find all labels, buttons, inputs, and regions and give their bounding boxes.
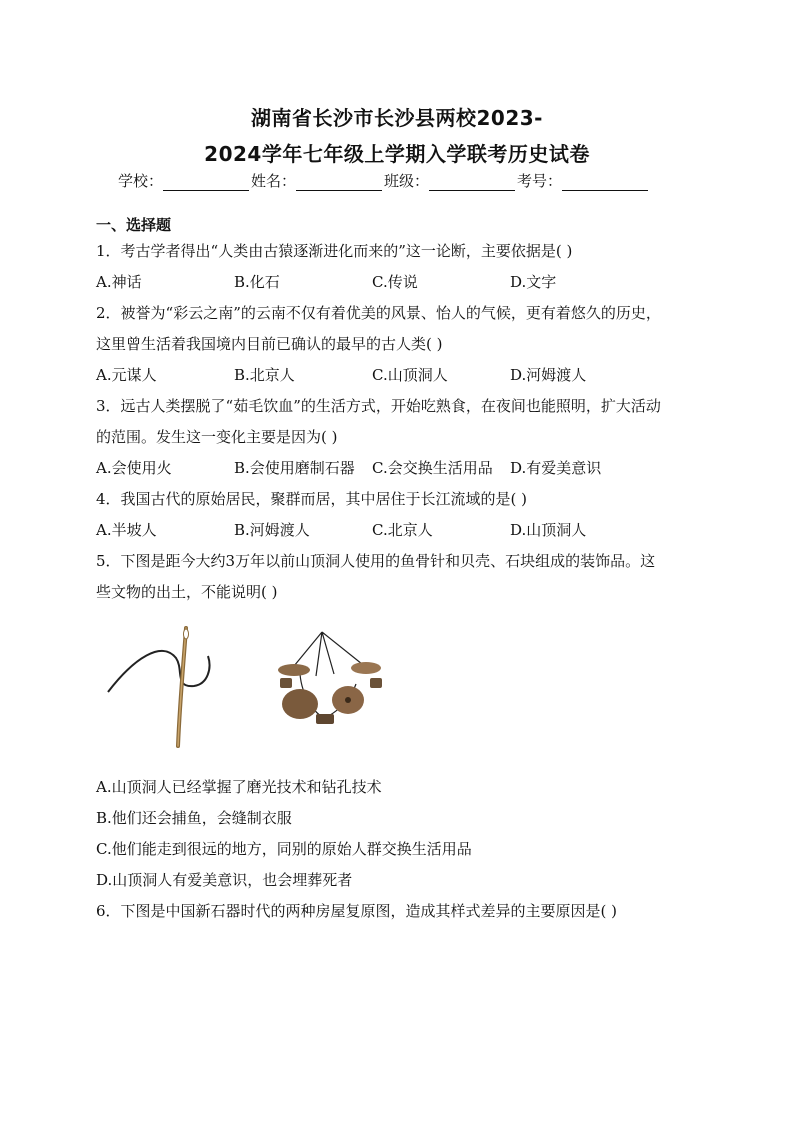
- name-blank: [296, 174, 382, 191]
- q6-text: 6．下图是中国新石器时代的两种房屋复原图，造成其样式差异的主要原因是( ): [96, 902, 618, 920]
- q3-option-d: D.有爱美意识: [510, 459, 602, 477]
- q1-option-c: C.传说: [372, 273, 418, 291]
- q3-option-b: B.会使用磨制石器: [234, 459, 355, 477]
- number-label: 考号：: [517, 172, 563, 190]
- q5-option-a: A.山顶洞人已经掌握了磨光技术和钻孔技术: [96, 778, 382, 796]
- q5-option-d: D.山顶洞人有爱美意识，也会埋葬死者: [96, 871, 353, 889]
- number-blank: [562, 174, 648, 191]
- q2-option-d: D.河姆渡人: [510, 366, 587, 384]
- q5-option-c: C.他们能走到很远的地方，同别的原始人群交换生活用品: [96, 840, 472, 858]
- q3-option-a: A.会使用火: [96, 459, 172, 477]
- q5-option-b: B.他们还会捕鱼，会缝制衣服: [96, 809, 292, 827]
- q5-text-line1: 5．下图是距今大约3万年以前山顶洞人使用的鱼骨针和贝壳、石块组成的装饰品。这: [96, 552, 656, 570]
- q2-option-b: B.北京人: [234, 366, 295, 384]
- q2-text-line2: 这里曾生活着我国境内目前已确认的最早的古人类( ): [96, 335, 443, 353]
- student-info-row: [118, 170, 678, 191]
- name-label: 姓名：: [251, 172, 297, 190]
- bone-needle-image: [108, 628, 209, 746]
- class-label: 班级：: [384, 172, 430, 190]
- exam-title-line1: 湖南省长沙市长沙县两校2023-: [251, 106, 543, 130]
- q2-text-line1: 2．被誉为“彩云之南”的云南不仅有着优美的风景、怡人的气候，更有着悠久的历史，: [96, 304, 661, 322]
- artifact-figure: [104, 618, 404, 758]
- q2-option-a: A.元谋人: [96, 366, 157, 384]
- q2-option-c: C.山顶洞人: [372, 366, 448, 384]
- shell-ornament-image: [278, 632, 382, 724]
- q1-option-a: A.神话: [96, 273, 142, 291]
- q3-text-line2: 的范围。发生这一变化主要是因为( ): [96, 428, 338, 446]
- q3-text-line1: 3．远古人类摆脱了“茹毛饮血”的生活方式，开始吃熟食，在夜间也能照明，扩大活动: [96, 397, 661, 415]
- q1-text: 1．考古学者得出“人类由古猿逐渐进化而来的”这一论断，主要依据是( ): [96, 242, 573, 260]
- q4-option-c: C.北京人: [372, 521, 433, 539]
- q4-option-d: D.山顶洞人: [510, 521, 587, 539]
- q4-text: 4．我国古代的原始居民，聚群而居，其中居住于长江流域的是( ): [96, 490, 528, 508]
- q3-option-c: C.会交换生活用品: [372, 459, 493, 477]
- q1-option-b: B.化石: [234, 273, 280, 291]
- school-label: 学校：: [118, 172, 164, 190]
- q4-option-b: B.河姆渡人: [234, 521, 310, 539]
- q1-option-d: D.文字: [510, 273, 557, 291]
- class-blank: [429, 174, 515, 191]
- q4-option-a: A.半坡人: [96, 521, 157, 539]
- exam-title-line2: 2024学年七年级上学期入学联考历史试卷: [204, 142, 590, 166]
- q5-text-line2: 些文物的出土，不能说明( ): [96, 583, 278, 601]
- school-blank: [163, 174, 249, 191]
- section-heading: 一、选择题: [96, 216, 172, 234]
